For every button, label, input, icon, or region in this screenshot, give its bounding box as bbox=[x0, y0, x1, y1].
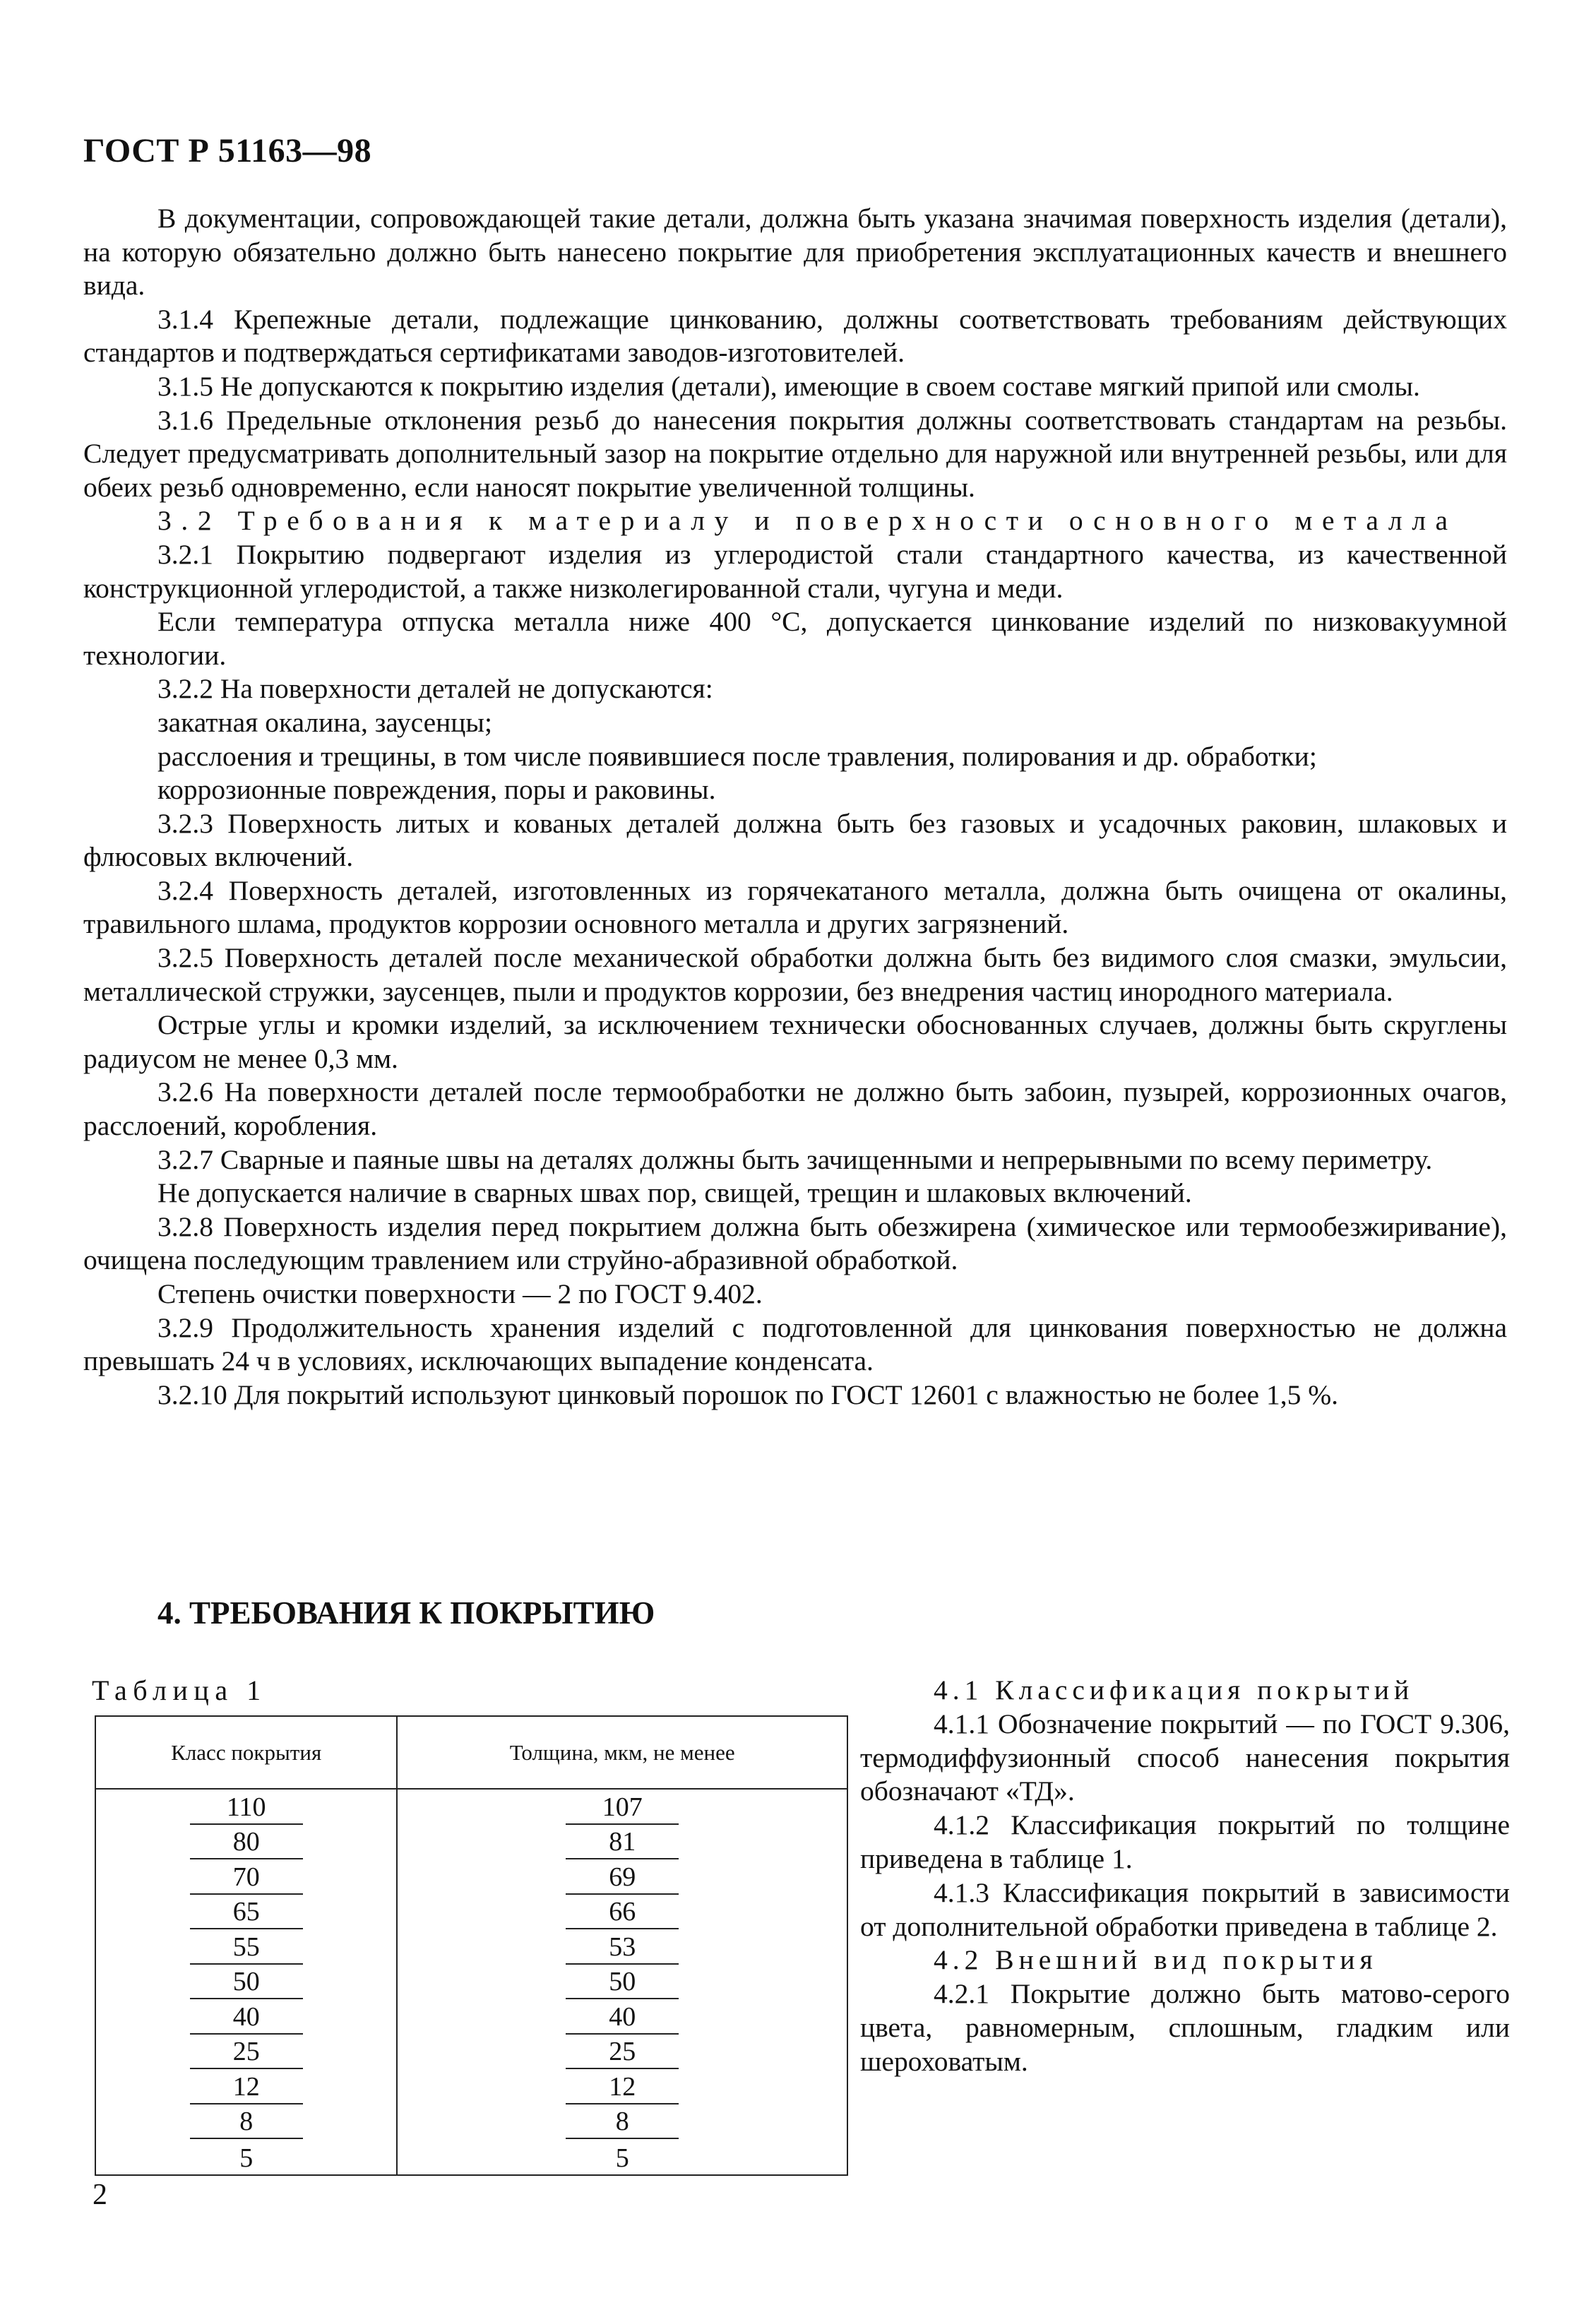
cell-value: 25 bbox=[566, 2036, 679, 2069]
subsection-heading-4-2: 4.2 Внешний вид покрытия bbox=[934, 1944, 1378, 1976]
paragraph-4-1-1: 4.1.1 Обозначение покрытий — по ГОСТ 9.306, термодиффузионный способ нанесения покрытия обозначают «ТД». bbox=[860, 1708, 1510, 1807]
table-cell-thickness bbox=[397, 1825, 847, 1860]
table-cell-class bbox=[95, 2104, 397, 2140]
table-container bbox=[95, 1715, 848, 2176]
subsection-heading-3-2: 3.2 Требования к материалу и поверхности основного металла bbox=[157, 505, 1458, 537]
table-row bbox=[95, 2069, 847, 2104]
cell-value: 107 bbox=[566, 1792, 679, 1825]
table-cell-thickness bbox=[397, 1999, 847, 2035]
paragraph-3-2-2: 3.2.2 На поверхности деталей не допускаются: bbox=[157, 673, 713, 705]
table-cell-thickness bbox=[397, 1895, 847, 1930]
table-row bbox=[95, 1929, 847, 1965]
paragraph-4-1-2: 4.1.2 Классификация покрытий по толщине приведена в таблице 1. bbox=[860, 1809, 1510, 1874]
table-cell-class bbox=[95, 1895, 397, 1930]
paragraph-3-1-4: 3.1.4 Крепежные детали, подлежащие цинкованию, должны соответствовать требованиям действующих стандартов и подтверждаться сертификатами заводов-изготовителей. bbox=[83, 303, 1507, 369]
cell-value: 69 bbox=[566, 1862, 679, 1895]
cell-value: 12 bbox=[566, 2071, 679, 2104]
table-cell-class bbox=[95, 1929, 397, 1965]
table-cell-class bbox=[95, 1789, 397, 1825]
table-cell-class bbox=[95, 1825, 397, 1860]
table-cell-thickness bbox=[397, 2035, 847, 2070]
table-cell-thickness bbox=[397, 2104, 847, 2140]
table-cell-class bbox=[95, 2069, 397, 2104]
cell-value: 65 bbox=[190, 1896, 303, 1929]
cell-value: 80 bbox=[190, 1826, 303, 1859]
paragraph-3-2-6: 3.2.6 На поверхности деталей после термообработки не должно быть забоин, пузырей, коррозионных очагов, расслоений, коробления. bbox=[83, 1076, 1507, 1142]
paragraph: Острые углы и кромки изделий, за исключением технически обоснованных случаев, должны быть скруглены радиусом не менее 0,3 мм. bbox=[83, 1009, 1507, 1074]
table-header-row bbox=[95, 1716, 847, 1789]
table-row bbox=[95, 1999, 847, 2035]
table-cell-class bbox=[95, 2035, 397, 2070]
paragraph: В документации, сопровождающей такие детали, должна быть указана значимая поверхность изделия (детали), на которую обязательно должно быть нанесено покрытие для приобретения эксплуатационных качеств и внешнего вида. bbox=[83, 203, 1507, 302]
table-row bbox=[95, 2035, 847, 2070]
list-item: коррозионные повреждения, поры и раковины. bbox=[157, 774, 716, 806]
table-row bbox=[95, 2139, 847, 2175]
list-item: закатная окалина, заусенцы; bbox=[157, 706, 492, 738]
cell-value: 50 bbox=[566, 1966, 679, 1999]
paragraph-3-2-1: 3.2.1 Покрытию подвергают изделия из углеродистой стали стандартного качества, из качественной конструкционной углеродистой, а также низколегированной стали, чугуна и меди. bbox=[83, 538, 1507, 604]
list-item: расслоения и трещины, в том числе появившиеся после травления, полирования и др. обработки; bbox=[157, 740, 1317, 772]
table-cell-thickness bbox=[397, 1965, 847, 2000]
table-cell-class bbox=[95, 2139, 397, 2175]
table-cell-thickness bbox=[397, 2139, 847, 2175]
column-header-class: Класс покрытия bbox=[95, 1716, 397, 1789]
cell-value: 40 bbox=[566, 2001, 679, 2035]
column-header-thickness: Толщина, мкм, не менее bbox=[397, 1716, 847, 1789]
paragraph-3-1-5: 3.1.5 Не допускаются к покрытию изделия (детали), имеющие в своем составе мягкий припой или смолы. bbox=[157, 370, 1420, 402]
paragraph: Не допускается наличие в сварных швах пор, свищей, трещин и шлаковых включений. bbox=[157, 1177, 1192, 1209]
paragraph-3-2-10: 3.2.10 Для покрытий используют цинковый порошок по ГОСТ 12601 с влажностью не более 1,5 %. bbox=[157, 1379, 1338, 1410]
table-cell-thickness bbox=[397, 2069, 847, 2104]
paragraph-3-2-8: 3.2.8 Поверхность изделия перед покрытием должна быть обезжирена (химическое или термообезжиривание), очищена последующим травлением или струйно-абразивной обработкой. bbox=[83, 1210, 1507, 1276]
cell-value: 55 bbox=[190, 1931, 303, 1965]
paragraph-3-2-9: 3.2.9 Продолжительность хранения изделий с подготовленной для цинкования поверхностью не должна превышать 24 ч в условиях, исключающих выпадение конденсата. bbox=[83, 1311, 1507, 1377]
subsection-heading-4-1: 4.1 Классификация покрытий bbox=[934, 1674, 1415, 1705]
cell-value: 110 bbox=[190, 1792, 303, 1825]
cell-value: 8 bbox=[190, 2106, 303, 2139]
table-caption: Таблица 1 bbox=[92, 1674, 267, 1706]
table-cell-thickness bbox=[397, 1859, 847, 1895]
table-row bbox=[95, 1859, 847, 1895]
table-cell-class bbox=[95, 1999, 397, 2035]
cell-value: 66 bbox=[566, 1896, 679, 1929]
cell-value: 8 bbox=[566, 2106, 679, 2139]
table-row bbox=[95, 1895, 847, 1930]
table-row bbox=[95, 1965, 847, 2000]
cell-value: 25 bbox=[190, 2036, 303, 2069]
right-column-text bbox=[860, 1674, 1510, 2079]
table-row bbox=[95, 2104, 847, 2140]
section-heading: 4. ТРЕБОВАНИЯ К ПОКРЫТИЮ bbox=[157, 1595, 655, 1631]
document-header: ГОСТ Р 51163—98 bbox=[83, 132, 372, 169]
cell-value: 40 bbox=[190, 2001, 303, 2035]
paragraph-3-2-4: 3.2.4 Поверхность деталей, изготовленных из горячекатаного металла, должна быть очищена от окалины, травильного шлама, продуктов коррозии основного металла и других загрязнений. bbox=[83, 874, 1507, 940]
paragraph: Степень очистки поверхности — 2 по ГОСТ 9.402. bbox=[157, 1278, 763, 1309]
paragraph-4-1-3: 4.1.3 Классификация покрытий в зависимости от дополнительной обработки приведена в таблице 2. bbox=[860, 1876, 1510, 1942]
table-row bbox=[95, 1825, 847, 1860]
paragraph: Если температура отпуска металла ниже 400 °С, допускается цинкование изделий по низковакуумной технологии. bbox=[83, 606, 1507, 671]
paragraph-3-2-5: 3.2.5 Поверхность деталей после механической обработки должна быть без видимого слоя смазки, эмульсии, металлической стружки, заусенцев, пыли и продуктов коррозии, без внедрения частиц инородного материала. bbox=[83, 942, 1507, 1007]
table-row bbox=[95, 1789, 847, 1825]
coating-class-table bbox=[95, 1715, 848, 2176]
cell-value: 5 bbox=[239, 2143, 254, 2173]
table-cell-class bbox=[95, 1965, 397, 2000]
paragraph-3-2-3: 3.2.3 Поверхность литых и кованых деталей должна быть без газовых и усадочных раковин, шлаковых и флюсовых включений. bbox=[83, 807, 1507, 873]
cell-value: 81 bbox=[566, 1826, 679, 1859]
paragraph-3-2-7: 3.2.7 Сварные и паяные швы на деталях должны быть зачищенными и непрерывными по всему периметру. bbox=[157, 1143, 1433, 1175]
body-text bbox=[83, 202, 1507, 1412]
cell-value: 12 bbox=[190, 2071, 303, 2104]
cell-value: 50 bbox=[190, 1966, 303, 1999]
table-cell-thickness bbox=[397, 1789, 847, 1825]
paragraph-4-2-1: 4.2.1 Покрытие должно быть матово-серого цвета, равномерным, сплошным, гладким или шероховатым. bbox=[860, 1978, 1510, 2077]
table-cell-thickness bbox=[397, 1929, 847, 1965]
table-cell-class bbox=[95, 1859, 397, 1895]
page-number: 2 bbox=[93, 2179, 107, 2211]
cell-value: 5 bbox=[615, 2143, 629, 2173]
cell-value: 70 bbox=[190, 1862, 303, 1895]
paragraph-3-1-6: 3.1.6 Предельные отклонения резьб до нанесения покрытия должны соответствовать стандартам на резьбы. Следует предусматривать дополнительный зазор на покрытие отдельно для наружной или внутренней резьбы, или для обеих резьб одновременно, если наносят покрытие увеличенной толщины. bbox=[83, 404, 1507, 503]
cell-value: 53 bbox=[566, 1931, 679, 1965]
